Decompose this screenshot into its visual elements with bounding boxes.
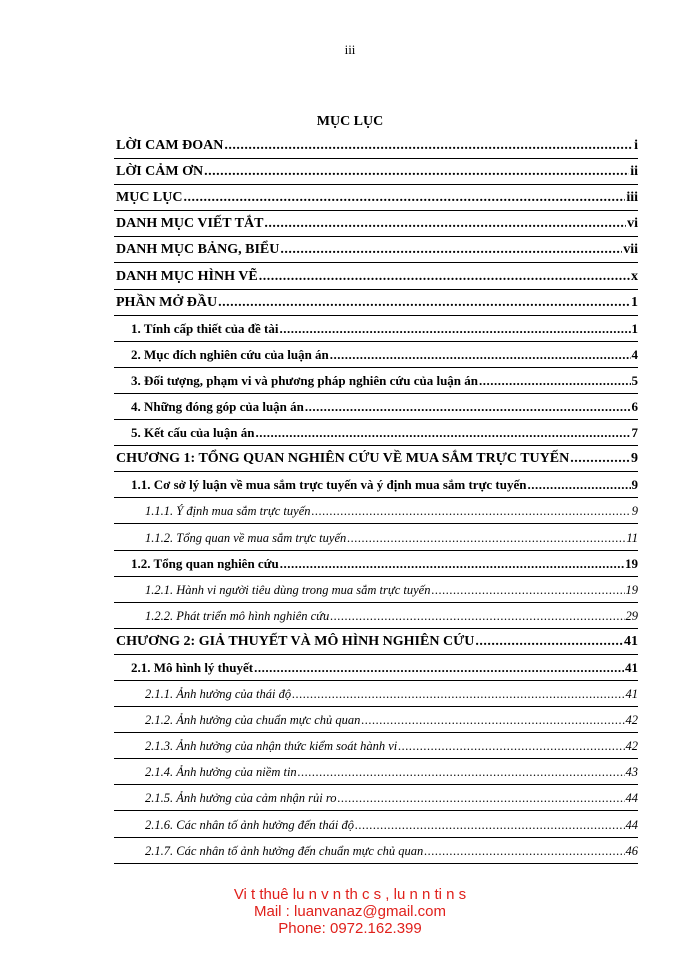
toc-dot-leader [224, 138, 633, 154]
toc-entry-page: 46 [625, 843, 638, 858]
toc-entry-label: PHẦN MỞ ĐẦU [116, 294, 218, 310]
toc-entry-page: 29 [625, 608, 638, 623]
toc-entry-label: 4. Những đóng góp của luận án [131, 399, 304, 415]
toc-entry-page: 44 [625, 791, 638, 806]
toc-dot-leader [264, 216, 626, 232]
toc-entry[interactable] [114, 811, 638, 837]
toc-entry-label: LỜI CẢM ƠN [116, 164, 204, 180]
toc-dot-leader [256, 425, 631, 441]
footer-line-service: Vi t thuê lu n v n th c s , lu n n ti n s [233, 886, 467, 903]
toc-dot-leader [259, 269, 630, 285]
toc-entry[interactable] [114, 655, 638, 681]
toc-entry-page: 9 [631, 477, 638, 493]
toc-entry-label: 2.1. Mô hình lý thuyết [131, 659, 254, 675]
toc-entry-page: vii [623, 242, 638, 258]
toc-entry[interactable] [114, 263, 638, 289]
toc-entry[interactable] [114, 629, 638, 655]
footer-line-mail: Mail : luanvanaz@gmail.com [254, 903, 446, 920]
toc-entry[interactable] [114, 733, 638, 759]
toc-dot-leader [479, 373, 630, 389]
toc-entry-label: 2.1.7. Các nhân tố ảnh hưởng đến chuẩn mực chủ quan [145, 843, 424, 858]
toc-entry-label: 2.1.1. Ảnh hưởng của thái độ [145, 687, 292, 702]
toc-entry-label: DANH MỤC HÌNH VẼ [116, 268, 258, 284]
toc-entry-page: iii [626, 190, 638, 206]
toc-entry[interactable] [114, 394, 638, 420]
toc-entry-page: 41 [625, 687, 638, 702]
toc-entry[interactable] [114, 368, 638, 394]
toc-entry[interactable] [114, 524, 638, 550]
toc-entry[interactable] [114, 446, 638, 472]
toc-entry[interactable] [114, 237, 638, 263]
toc-entry-page: 7 [631, 425, 638, 441]
toc-entry-page: 9 [631, 451, 638, 467]
toc-entry[interactable] [114, 420, 638, 446]
toc-entry-label: 1.2. Tổng quan nghiên cứu [131, 555, 279, 571]
toc-dot-leader [424, 844, 624, 859]
footer-watermark [0, 886, 700, 937]
toc-dot-leader [204, 164, 629, 180]
toc-entry-label: MỤC LỤC [116, 190, 183, 206]
toc-entry-label: CHƯƠNG 2: GIẢ THUYẾT VÀ MÔ HÌNH NGHIÊN CỨU [116, 633, 475, 649]
toc-entry-page: 43 [625, 765, 638, 780]
toc-entry[interactable] [114, 316, 638, 342]
toc-entry[interactable] [114, 551, 638, 577]
toc-entry[interactable] [114, 759, 638, 785]
toc-entry-page: 19 [625, 555, 638, 571]
toc-entry-label: 2.1.2. Ảnh hưởng của chuẩn mực chủ quan [145, 713, 361, 728]
toc-entry[interactable] [114, 290, 638, 316]
toc-entry-label: 2. Mục đích nghiên cứu của luận án [131, 346, 329, 362]
table-of-contents [114, 133, 638, 864]
page-number: iii [344, 42, 356, 57]
toc-entry-label: 1.2.2. Phát triển mô hình nghiên cứu [145, 608, 330, 623]
toc-entry-page: x [631, 268, 638, 284]
toc-dot-leader [280, 242, 622, 258]
toc-dot-leader [347, 531, 625, 546]
toc-entry-label: 1.1.2. Tổng quan về mua sắm trực tuyến [145, 530, 347, 545]
toc-entry-page: 6 [631, 399, 638, 415]
toc-dot-leader [305, 399, 631, 415]
toc-entry-page: vi [627, 216, 638, 232]
toc-entry-label: 1.1.1. Ý định mua sắm trực tuyến [145, 504, 311, 519]
toc-entry-page: 42 [625, 739, 638, 754]
toc-entry-page: i [634, 138, 638, 154]
toc-entry-page: 41 [625, 659, 638, 675]
toc-entry[interactable] [114, 185, 638, 211]
toc-entry-label: 3. Đối tượng, phạm vi và phương pháp nghiên cứu của luận án [131, 372, 479, 388]
toc-entry-page: 42 [625, 713, 638, 728]
toc-entry[interactable] [114, 577, 638, 603]
toc-entry-label: 5. Kết cấu của luận án [131, 425, 255, 441]
toc-dot-leader [431, 583, 624, 598]
toc-dot-leader [361, 713, 624, 728]
toc-dot-leader [330, 347, 631, 363]
toc-entry-label: 2.1.6. Các nhân tố ảnh hưởng đến thái độ [145, 817, 354, 832]
toc-entry-page: 41 [624, 633, 638, 649]
toc-entry-page: 9 [631, 504, 638, 519]
toc-entry-page: 1 [631, 294, 638, 310]
toc-entry[interactable] [114, 838, 638, 864]
toc-entry[interactable] [114, 707, 638, 733]
toc-entry-page: 1 [631, 320, 638, 336]
toc-entry-page: 19 [625, 582, 638, 597]
toc-dot-leader [279, 321, 630, 337]
toc-entry-page: 11 [626, 530, 638, 545]
toc-dot-leader [218, 295, 630, 311]
toc-entry[interactable] [114, 785, 638, 811]
toc-entry-page: 4 [631, 346, 638, 362]
toc-entry-label: 2.1.5. Ảnh hưởng của cảm nhận rủi ro [145, 791, 337, 806]
toc-dot-leader [398, 739, 624, 754]
toc-entry-label: 2.1.3. Ảnh hưởng của nhận thức kiểm soát hành vi [145, 739, 398, 754]
toc-title: MỤC LỤC [316, 114, 384, 129]
toc-entry-page: 44 [625, 817, 638, 832]
toc-entry-label: DANH MỤC BẢNG, BIỂU [116, 242, 280, 258]
toc-dot-leader [280, 556, 624, 572]
toc-dot-leader [330, 609, 624, 624]
toc-entry-label: LỜI CAM ĐOAN [116, 138, 224, 154]
toc-entry-page: 5 [631, 372, 638, 388]
toc-entry[interactable] [114, 159, 638, 185]
toc-dot-leader [527, 477, 630, 493]
toc-dot-leader [254, 660, 624, 676]
toc-entry-label: 1.2.1. Hành vi người tiêu dùng trong mua sắm trực tuyến [145, 582, 431, 597]
toc-dot-leader [298, 765, 625, 780]
toc-entry-label: DANH MỤC VIẾT TẮT [116, 216, 264, 232]
toc-entry-label: 1. Tính cấp thiết của đề tài [131, 320, 279, 336]
toc-entry[interactable] [114, 211, 638, 237]
toc-entry-page: ii [630, 164, 638, 180]
toc-dot-leader [570, 451, 630, 467]
toc-dot-leader [355, 818, 625, 833]
toc-dot-leader [475, 634, 623, 650]
toc-dot-leader [312, 504, 631, 519]
toc-entry-label: 1.1. Cơ sở lý luận về mua sắm trực tuyến và ý định mua sắm trực tuyến [131, 477, 527, 493]
toc-entry[interactable] [114, 133, 638, 159]
toc-entry[interactable] [114, 603, 638, 629]
toc-dot-leader [338, 791, 625, 806]
toc-dot-leader [292, 687, 624, 702]
toc-entry[interactable] [114, 472, 638, 498]
toc-entry[interactable] [114, 681, 638, 707]
footer-line-phone: Phone: 0972.162.399 [278, 920, 422, 937]
toc-entry[interactable] [114, 342, 638, 368]
toc-entry-label: CHƯƠNG 1: TỔNG QUAN NGHIÊN CỨU VỀ MUA SẮM TRỰC TUYẾN [116, 451, 570, 467]
toc-dot-leader [184, 190, 626, 206]
toc-entry[interactable] [114, 498, 638, 524]
toc-entry-label: 2.1.4. Ảnh hưởng của niềm tin [145, 765, 297, 780]
